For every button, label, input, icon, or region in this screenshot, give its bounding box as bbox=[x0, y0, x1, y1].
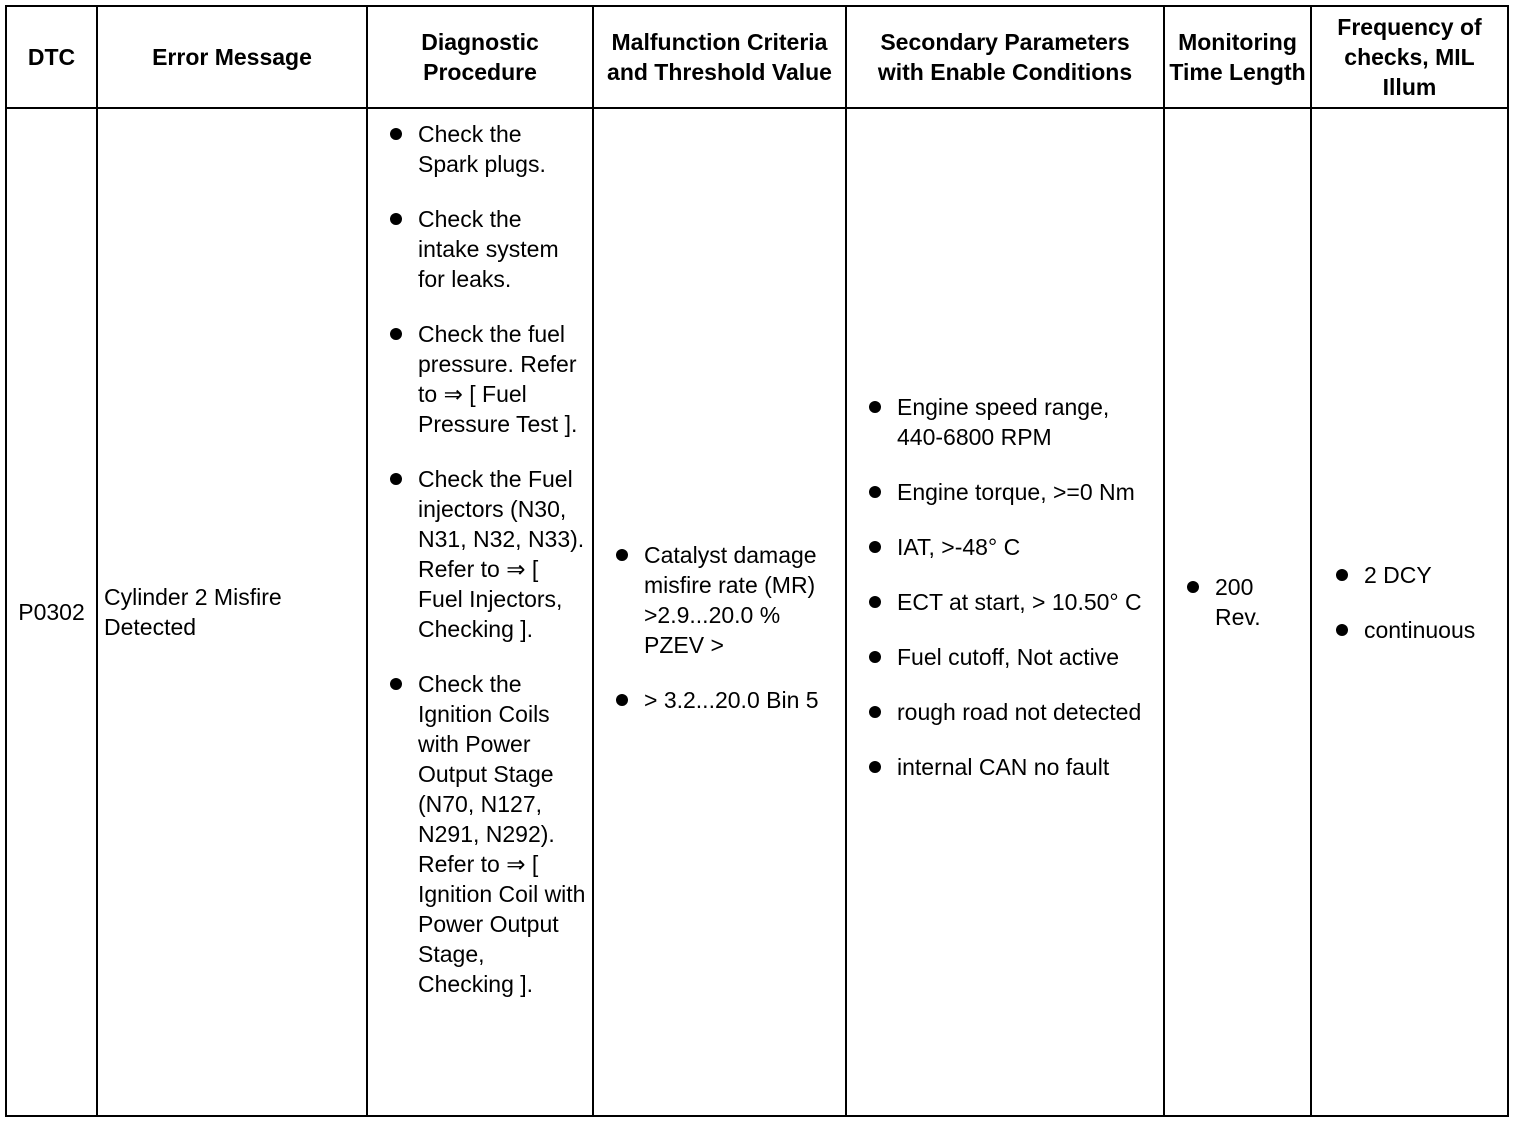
list-item: ECT at start, > 10.50° C bbox=[867, 587, 1157, 617]
list-item: continuous bbox=[1334, 615, 1507, 645]
list-item: Fuel cutoff, Not active bbox=[867, 642, 1157, 672]
secondary-parameters-cell bbox=[846, 108, 1164, 1116]
list-item: IAT, >-48° C bbox=[867, 532, 1157, 562]
error-message: Cylinder 2 Misfire Detected bbox=[97, 108, 367, 1116]
diagnostic-procedure-list bbox=[368, 119, 592, 999]
header-error-message: Error Message bbox=[97, 6, 367, 108]
frequency-cell bbox=[1311, 108, 1508, 1116]
malfunction-criteria-list bbox=[594, 510, 845, 715]
list-item: > 3.2...20.0 Bin 5 bbox=[614, 685, 841, 715]
monitoring-time-cell bbox=[1164, 108, 1311, 1116]
dtc-code: P0302 bbox=[6, 108, 97, 1116]
list-item: Catalyst damage misfire rate (MR) >2.9...20.0 % PZEV > bbox=[614, 540, 841, 660]
list-item: Engine speed range, 440-6800 RPM bbox=[867, 392, 1157, 452]
diagnostic-procedure-cell bbox=[367, 108, 593, 1116]
header-row bbox=[6, 6, 1508, 108]
monitoring-time-list bbox=[1165, 572, 1310, 652]
header-frequency: Frequency of checks, MIL Illum bbox=[1311, 6, 1508, 108]
header-monitoring-time: Monitoring Time Length bbox=[1164, 6, 1311, 108]
list-item: rough road not detected bbox=[867, 697, 1157, 727]
list-item: 2 DCY bbox=[1334, 560, 1507, 590]
header-secondary-parameters: Secondary Parameters with Enable Conditions bbox=[846, 6, 1164, 108]
list-item: Engine torque, >=0 Nm bbox=[867, 477, 1157, 507]
list-item: Check the fuel pressure. Refer to ⇒ [ Fuel Pressure Test ]. bbox=[388, 319, 586, 439]
table-row bbox=[6, 108, 1508, 1116]
list-item: internal CAN no fault bbox=[867, 752, 1157, 782]
list-item: Check the Spark plugs. bbox=[388, 119, 586, 179]
dtc-table bbox=[5, 5, 1509, 1117]
list-item: Check the Fuel injectors (N30, N31, N32, N33). Refer to ⇒ [ Fuel Injectors, Checking ]. bbox=[388, 464, 586, 644]
list-item: Check the Ignition Coils with Power Output Stage (N70, N127, N291, N292). Refer to ⇒ [ Ignition Coil with Power Output Stage, Checking ]. bbox=[388, 669, 586, 999]
secondary-parameters-list bbox=[847, 392, 1163, 832]
list-item: Check the intake system for leaks. bbox=[388, 204, 586, 294]
header-diagnostic-procedure: Diagnostic Procedure bbox=[367, 6, 593, 108]
frequency-list bbox=[1312, 560, 1507, 665]
malfunction-criteria-cell bbox=[593, 108, 846, 1116]
header-dtc: DTC bbox=[6, 6, 97, 108]
list-item: 200 Rev. bbox=[1185, 572, 1280, 632]
header-malfunction-criteria: Malfunction Criteria and Threshold Value bbox=[593, 6, 846, 108]
